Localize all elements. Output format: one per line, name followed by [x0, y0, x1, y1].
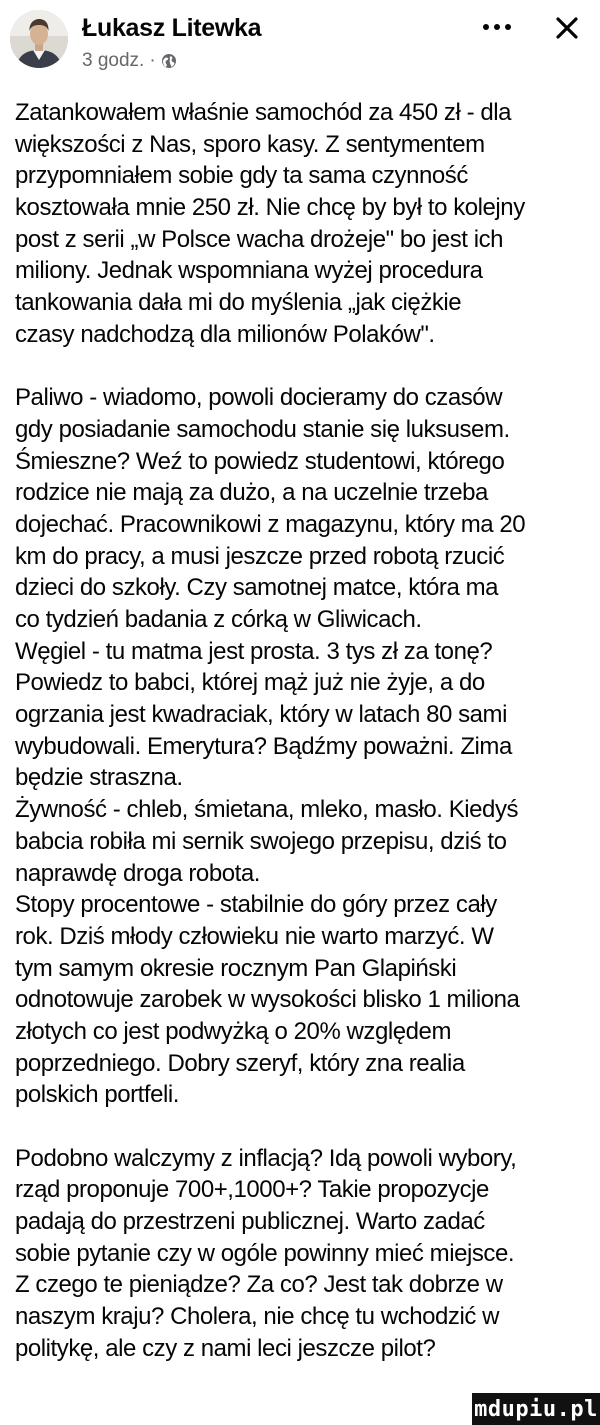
post-meta: [82, 50, 177, 72]
close-icon: [555, 16, 579, 40]
more-options-button[interactable]: [475, 10, 519, 44]
text-line: rok. Dziś młody człowieku nie warto marzyć. W: [15, 922, 494, 950]
text-line: gdy posiadanie samochodu stanie się luksusem.: [15, 415, 510, 443]
post-paragraph: [15, 382, 600, 1111]
text-line: rodzice nie mają za dużo, a na uczelnie trzeba: [15, 479, 488, 507]
text-line: złotych co jest podwyżką o 20% względem: [15, 1017, 452, 1045]
post-paragraph: [15, 1143, 600, 1365]
paragraph-gap: [15, 351, 600, 383]
more-horizontal-icon: [482, 23, 512, 31]
text-line: dojechać. Pracownikowi z magazynu, który ma 20: [15, 510, 526, 538]
text-line: wybudowali. Emerytura? Bądźmy poważni. Zima: [15, 732, 512, 760]
text-line: rząd proponuje 700+,1000+? Takie propozycje: [15, 1176, 489, 1204]
text-line: babcia robiła mi sernik swojego przepisu, dziś to: [15, 827, 507, 855]
text-line: politykę, ale czy z nami leci jeszcze pilot?: [15, 1334, 436, 1362]
text-line: Z czego te pieniądze? Za co? Jest tak dobrze w: [15, 1271, 503, 1299]
avatar-portrait: [10, 10, 68, 68]
text-line: km do pracy, a musi jeszcze przed robotą rzucić: [15, 542, 505, 570]
text-line: post z serii „w Polsce wacha drożeje" bo jest ich: [15, 225, 504, 253]
watermark-logo: mdupiu.pl: [472, 1393, 600, 1425]
text-line: tankowania dała mi do myślenia „jak ciężkie: [15, 289, 462, 317]
text-line: większości z Nas, sporo kasy. Z sentymentem: [15, 130, 485, 158]
text-line: czasy nadchodzą dla milionów Polaków".: [15, 320, 435, 348]
post-header: [0, 0, 600, 82]
author-avatar[interactable]: [10, 10, 68, 68]
close-button[interactable]: [545, 8, 589, 48]
text-line: odnotowuje zarobek w wysokości blisko 1 miliona: [15, 986, 520, 1014]
post-timestamp[interactable]: 3 godz.: [82, 50, 145, 71]
post-paragraph: [15, 97, 600, 351]
text-line: naszym kraju? Cholera, nie chcę tu wchodzić w: [15, 1303, 499, 1331]
text-line: naprawdę droga robota.: [15, 859, 260, 887]
text-line: poprzedniego. Dobry szeryf, który zna realia: [15, 1049, 465, 1077]
text-line: polskich portfeli.: [15, 1081, 179, 1109]
text-line: co tydzień badania z córką w Gliwicach.: [15, 606, 422, 633]
text-line: Węgiel - tu matma jest prosta. 3 tys zł za tonę?: [15, 637, 493, 665]
text-line: Powiedz to babci, której mąż już nie żyje, a do: [15, 669, 485, 697]
author-name[interactable]: Łukasz Litewka: [82, 14, 262, 42]
text-line: będzie straszna.: [15, 764, 183, 792]
text-line: kosztowała mnie 250 zł. Nie chcę by był to kolejny: [15, 194, 525, 222]
text-line: ogrzania jest kwadraciak, który w latach 80 sami: [15, 701, 507, 729]
text-line: Zatankowałem właśnie samochód za 450 zł - dla: [15, 99, 512, 126]
text-line: przypomniałem sobie gdy ta sama czynność: [15, 162, 468, 190]
post-text: [15, 97, 600, 1365]
text-line: miliony. Jednak wspomniana wyżej procedura: [15, 257, 483, 285]
text-line: Śmieszne? Weź to powiedz studentowi, którego: [15, 447, 505, 475]
paragraph-gap: [15, 1111, 600, 1143]
text-line: Podobno walczymy z inflacją? Idą powoli wybory,: [15, 1144, 517, 1172]
text-line: tym samym okresie rocznym Pan Glapiński: [15, 954, 457, 982]
text-line: sobie pytanie czy w ogóle powinny mieć miejsce.: [15, 1239, 515, 1267]
text-line: Paliwo - wiadomo, powoli docieramy do czasów: [15, 384, 503, 412]
meta-separator: ·: [149, 50, 156, 71]
globe-icon: [161, 53, 177, 69]
text-line: padają do przestrzeni publicznej. Warto zadać: [15, 1208, 485, 1236]
text-line: Żywność - chleb, śmietana, mleko, masło. Kiedyś: [15, 796, 519, 824]
text-line: Stopy procentowe - stabilnie do góry przez cały: [15, 891, 497, 919]
text-line: dzieci do szkoły. Czy samotnej matce, która ma: [15, 574, 499, 602]
